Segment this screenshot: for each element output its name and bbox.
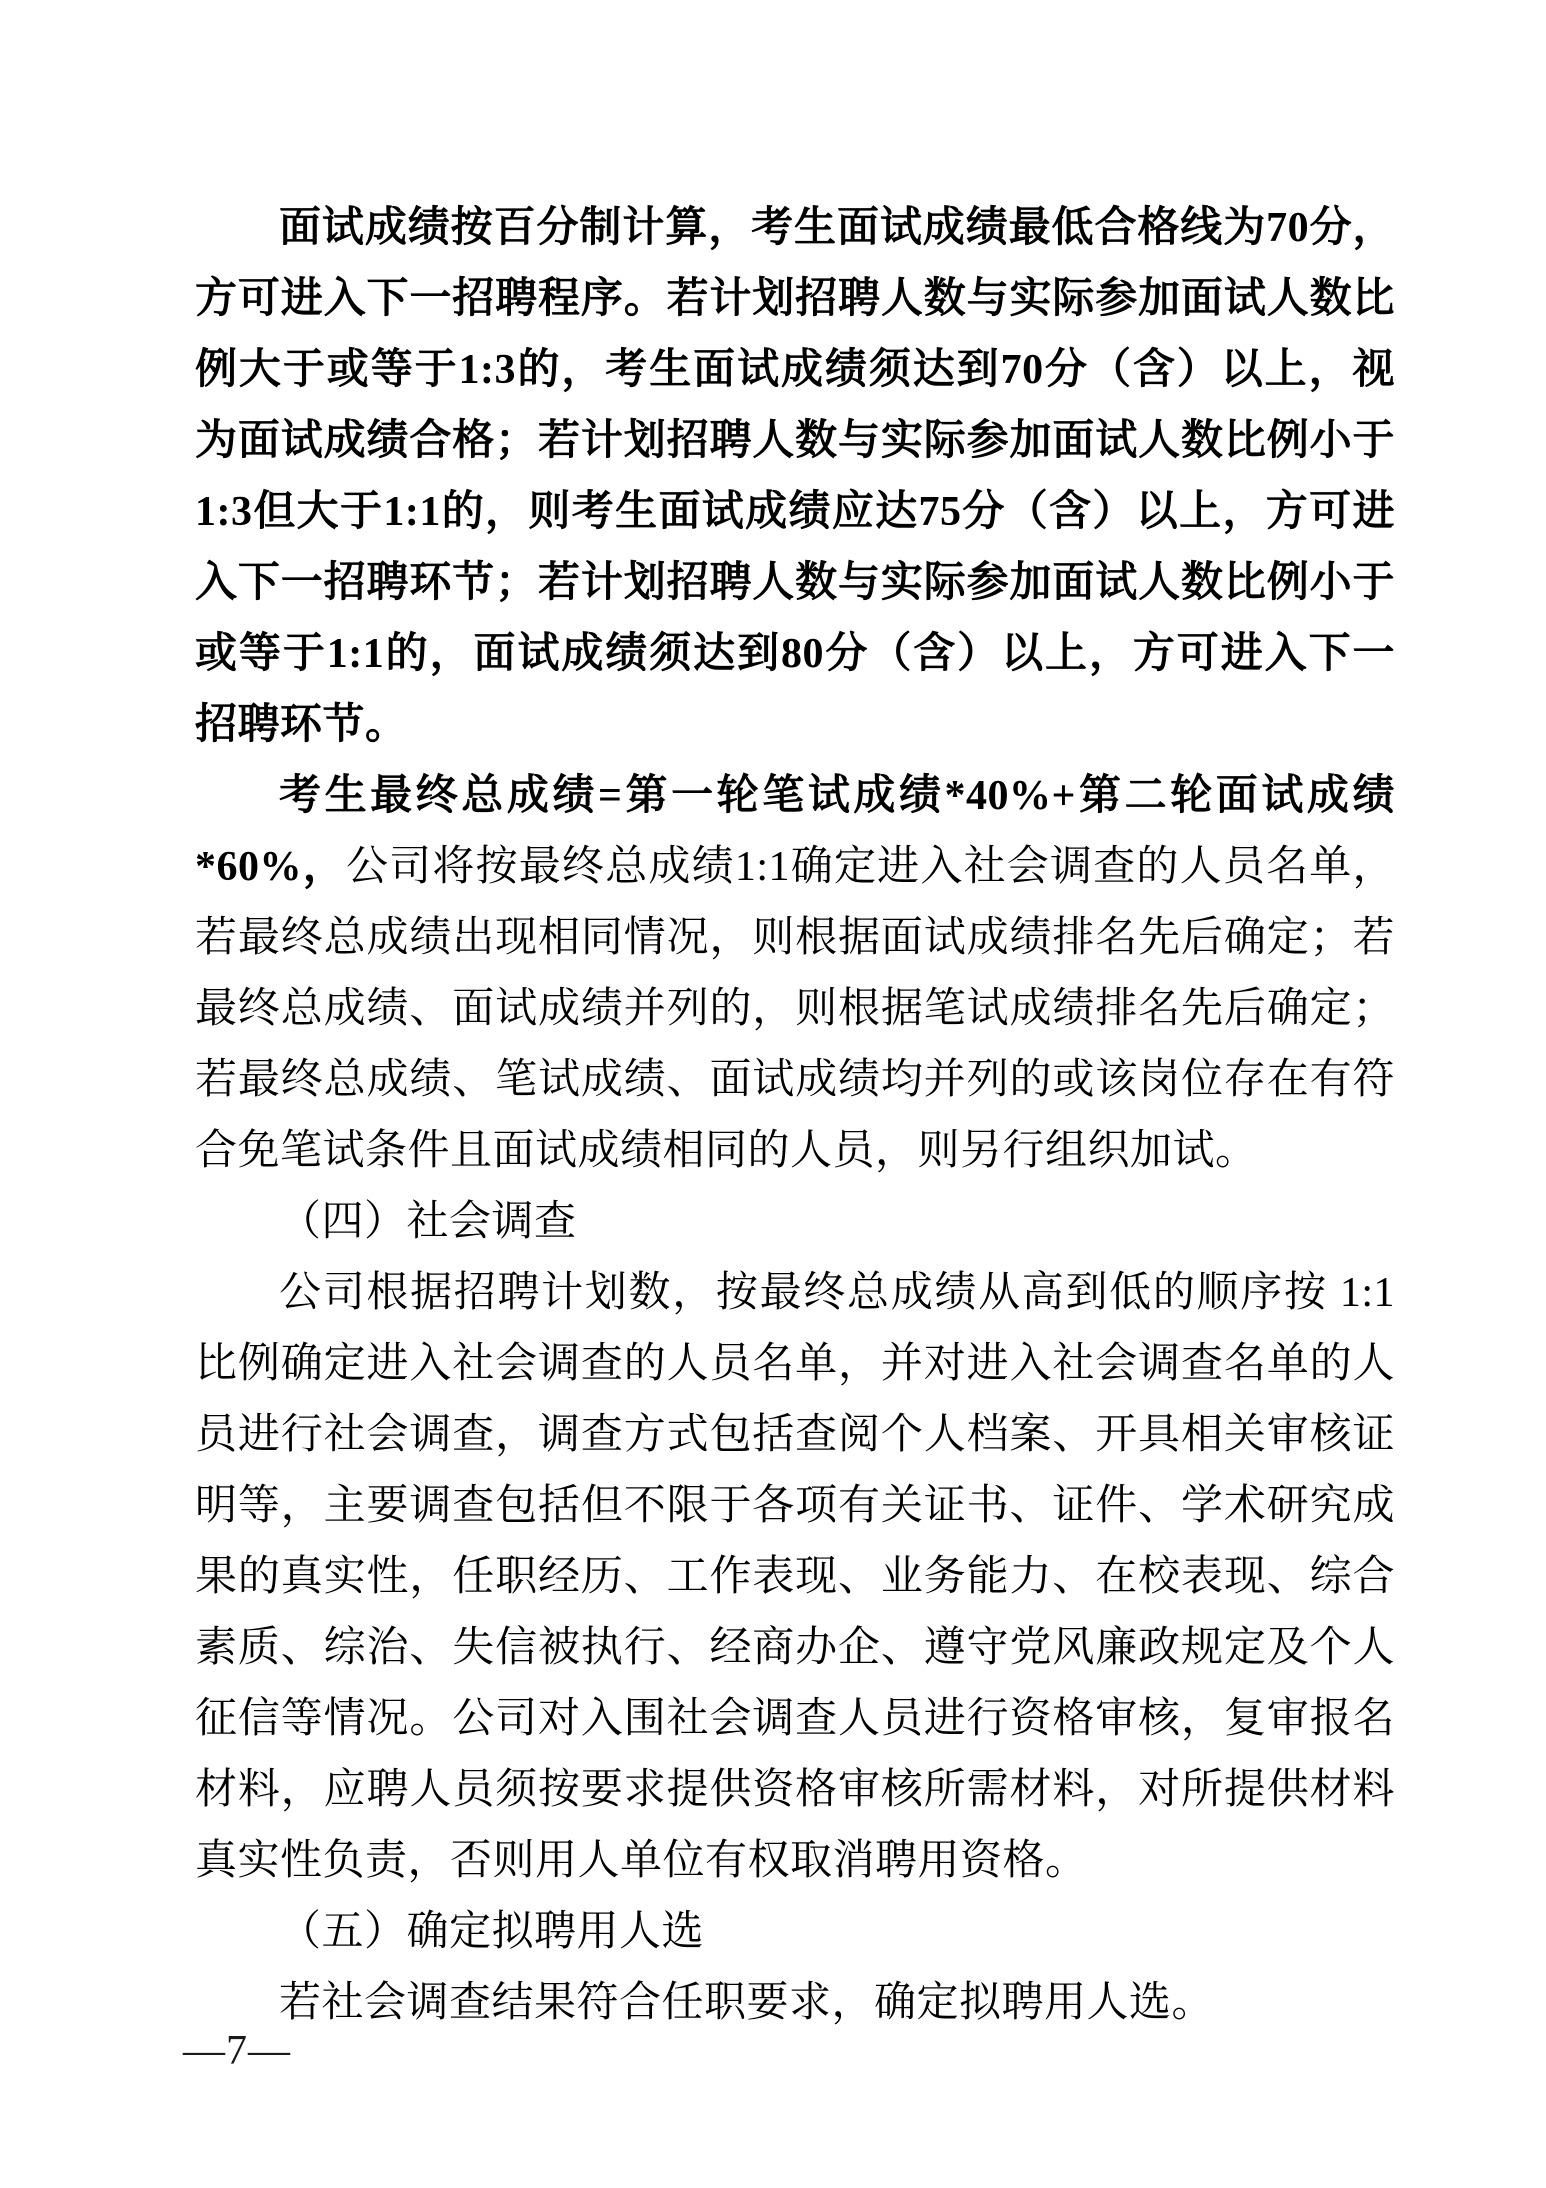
final-score-tiebreak-text: 公司将按最终总成绩1:1确定进入社会调查的人员名单，若最终总成绩出现相同情况，则根据面试成绩排名先后确定；若最终总成绩、面试成绩并列的，则根据笔试成绩排名先后确定；若最终总成绩、笔试成绩、面试成绩均并列的或该岗位存在有符合免笔试条件且面试成绩相同的人员，则另行组织加试。 — [195, 844, 1395, 1174]
paragraph-social-investigation: 公司根据招聘计划数，按最终总成绩从高到低的顺序按 1:1 比例确定进入社会调查的人员名单，并对进入社会调查名单的人员进行社会调查，调查方式包括查阅个人档案、开具相关审核证明等，主要调查包括但不限于各项有关证书、证件、学术研究成果的真实性，任职经历、工作表现、业务能力、在校表现、综合素质、综治、失信被执行、经商办企、遵守党风廉政规定及个人征信等情况。公司对入围社会调查人员进行资格审核，复审报名材料，应聘人员须按要求提供资格审核所需材料，对所提供材料真实性负责，否则用人单位有权取消聘用资格。 — [195, 1270, 1395, 1884]
final-score-formula-text: 考生最终总成绩=第一轮笔试成绩*40%+第二轮面试成绩*60%， — [195, 773, 1395, 890]
paragraph-candidate-selection: 若社会调查结果符合任职要求，确定拟聘用人选。 — [279, 1980, 1215, 2026]
paragraph-final-score — [195, 761, 1395, 1187]
heading-section-4-social-investigation: （四）社会调查 — [279, 1199, 577, 1245]
heading-section-5-candidate-selection: （五）确定拟聘用人选 — [279, 1909, 705, 1955]
paragraph-interview-score-rules: 面试成绩按百分制计算，考生面试成绩最低合格线为70分，方可进入下一招聘程序。若计划招聘人数与实际参加面试人数比例大于或等于1:3的，考生面试成绩须达到70分（含）以上，视为面试成绩合格；若计划招聘人数与实际参加面试人数比例小于1:3但大于1:1的，则考生面试成绩应达75分（含）以上，方可进入下一招聘环节；若计划招聘人数与实际参加面试人数比例小于或等于1:1的，面试成绩须达到80分（含）以上，方可进入下一招聘环节。 — [195, 205, 1395, 748]
page-number: —7— — [183, 2028, 291, 2074]
document-body — [195, 193, 1395, 2039]
